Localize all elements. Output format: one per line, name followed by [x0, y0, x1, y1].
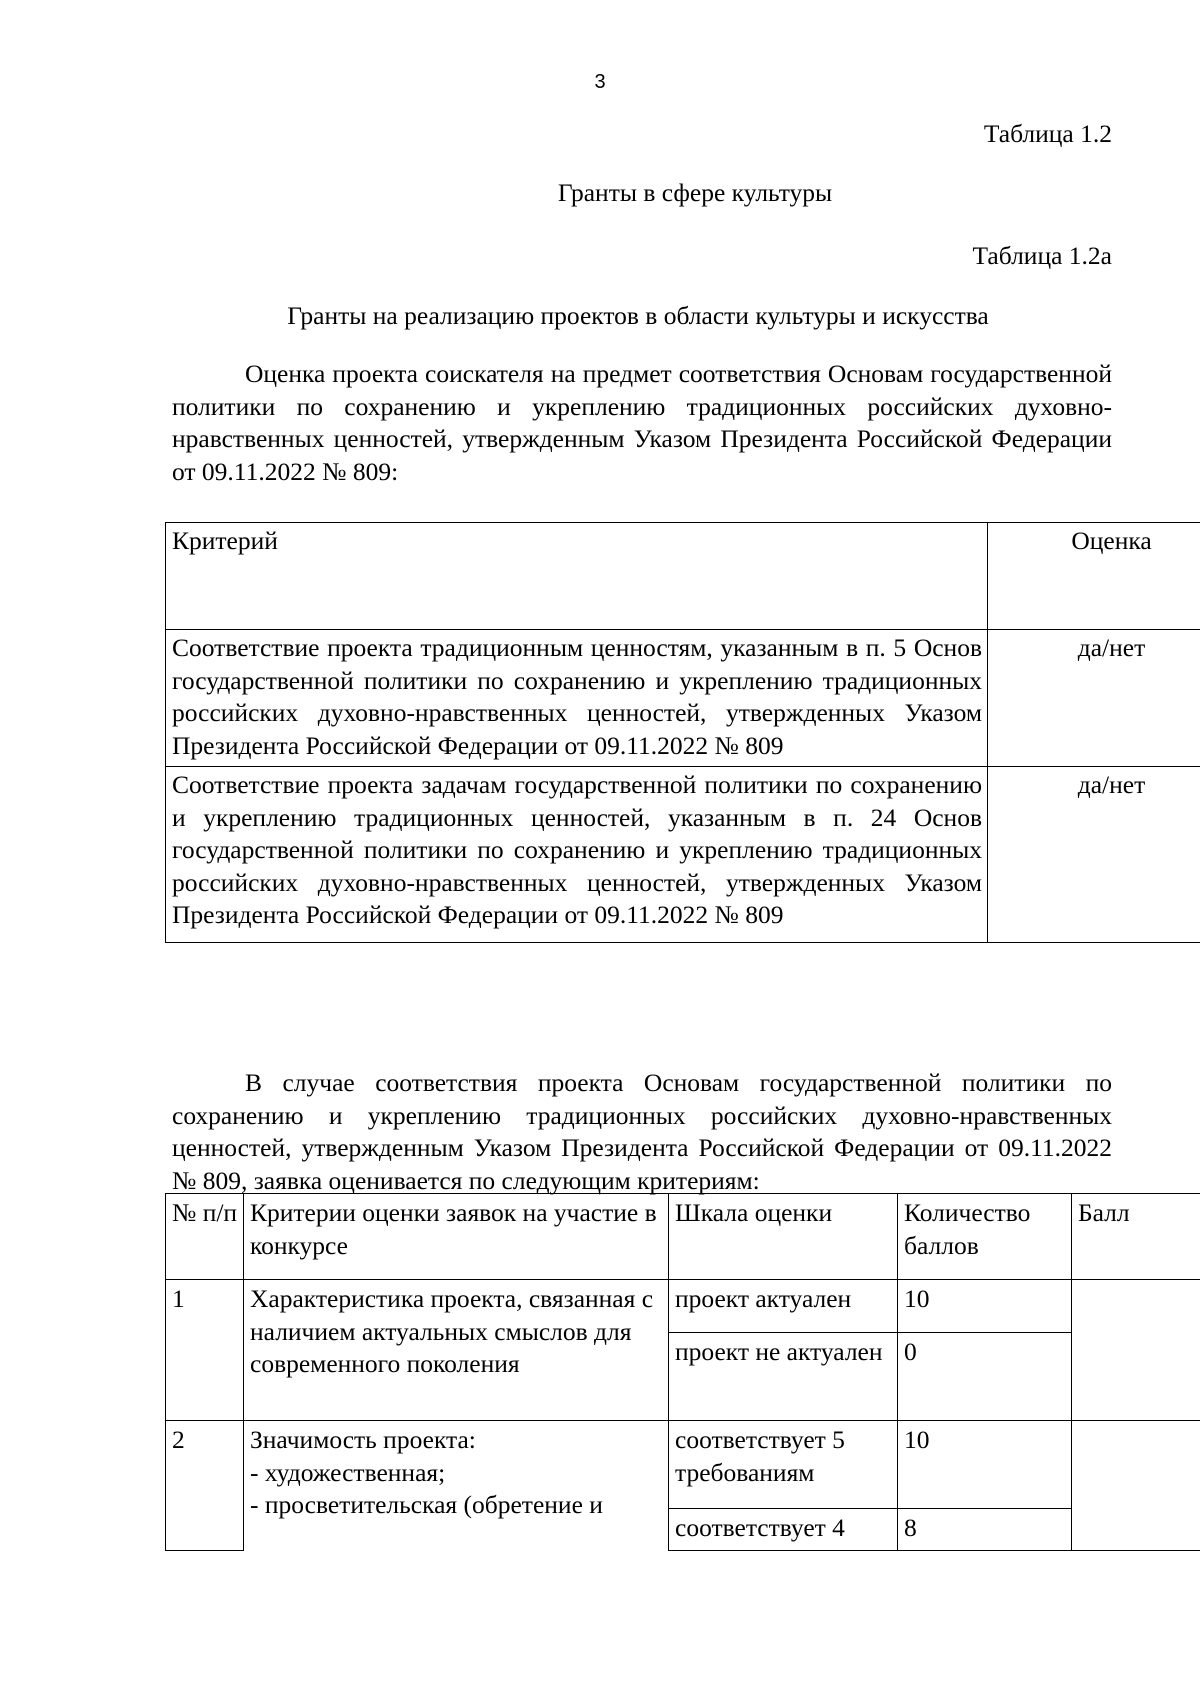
evaluation-criteria-table	[165, 1193, 1200, 1551]
table-label-1-2a: Таблица 1.2а	[972, 241, 1112, 270]
scale-cell: проект не актуален	[669, 1333, 898, 1421]
header-criterion: Критерий	[166, 523, 988, 630]
values-compliance-table	[165, 522, 1200, 943]
header-criteria: Критерии оценки заявок на участие в конкурсе	[244, 1194, 669, 1280]
table-row	[166, 767, 1200, 943]
table-row	[166, 1280, 1200, 1333]
score-cell: да/нет	[988, 630, 1200, 767]
header-points-count: Количество баллов	[898, 1194, 1072, 1280]
table-label-1-2: Таблица 1.2	[983, 119, 1112, 148]
table-row	[166, 1421, 1200, 1509]
table-row	[166, 630, 1200, 767]
criterion-cell	[244, 1421, 669, 1551]
scale-cell: соответствует 5 требованиям	[669, 1421, 898, 1509]
subsection-title: Гранты на реализацию проектов в области культуры и искусства	[287, 301, 989, 330]
points-cell: 10	[898, 1421, 1072, 1509]
page-number: 3	[594, 71, 606, 93]
score-cell	[1072, 1280, 1200, 1421]
table-header-row	[166, 523, 1200, 630]
section-title: Гранты в сфере культуры	[557, 178, 833, 207]
scale-cell: проект актуален	[669, 1280, 898, 1333]
table-header-row	[166, 1194, 1200, 1280]
criterion-cell: Соответствие проекта традиционным ценностям, указанным в п. 5 Основ государственной политики по сохранению и укреплению традиционных российских духовно-нравственных ценностей, утвержденных Указом Президента Российской Федерации от 09.11.2022 № 809	[166, 630, 988, 767]
score-cell	[1072, 1421, 1200, 1551]
criterion-line: - художественная;	[250, 1457, 446, 1487]
header-scale: Шкала оценки	[669, 1194, 898, 1280]
criterion-cell: Соответствие проекта задачам государственной политики по сохранению и укреплению традиционных ценностей, указанным в п. 24 Основ государственной политики по сохранению и укреплению традиционных российских духовно-нравственных ценностей, утвержденных Указом Президента Российской Федерации от 09.11.2022 № 809	[166, 767, 988, 943]
second-paragraph: В случае соответствия проекта Основам государственной политики по сохранению и укреплению традиционных российских духовно-нравственных ценностей, утвержденным Указом Президента Российской Федерации от 09.11.2022 № 809, заявка оценивается по следующим критериям:	[172, 1068, 1112, 1195]
header-number: № п/п	[166, 1194, 244, 1280]
points-cell: 8	[898, 1509, 1072, 1551]
criterion-cell: Характеристика проекта, связанная с наличием актуальных смыслов для современного поколения	[244, 1280, 669, 1421]
header-score: Балл	[1072, 1194, 1200, 1280]
criterion-line: - просветительская (обретение и	[250, 1490, 603, 1519]
scale-cell: соответствует 4	[669, 1509, 898, 1551]
row-number: 1	[166, 1280, 244, 1421]
score-cell: да/нет	[988, 767, 1200, 943]
points-cell: 10	[898, 1280, 1072, 1333]
row-number: 2	[166, 1421, 244, 1551]
header-score: Оценка	[988, 523, 1200, 630]
criterion-line: Значимость проекта:	[250, 1425, 476, 1454]
intro-paragraph: Оценка проекта соискателя на предмет соответствия Основам государственной политики по сохранению и укреплению традиционных российских духовно-нравственных ценностей, утвержденным Указом Президента Российской Федерации от 09.11.2022 № 809:	[172, 359, 1112, 486]
points-cell: 0	[898, 1333, 1072, 1421]
